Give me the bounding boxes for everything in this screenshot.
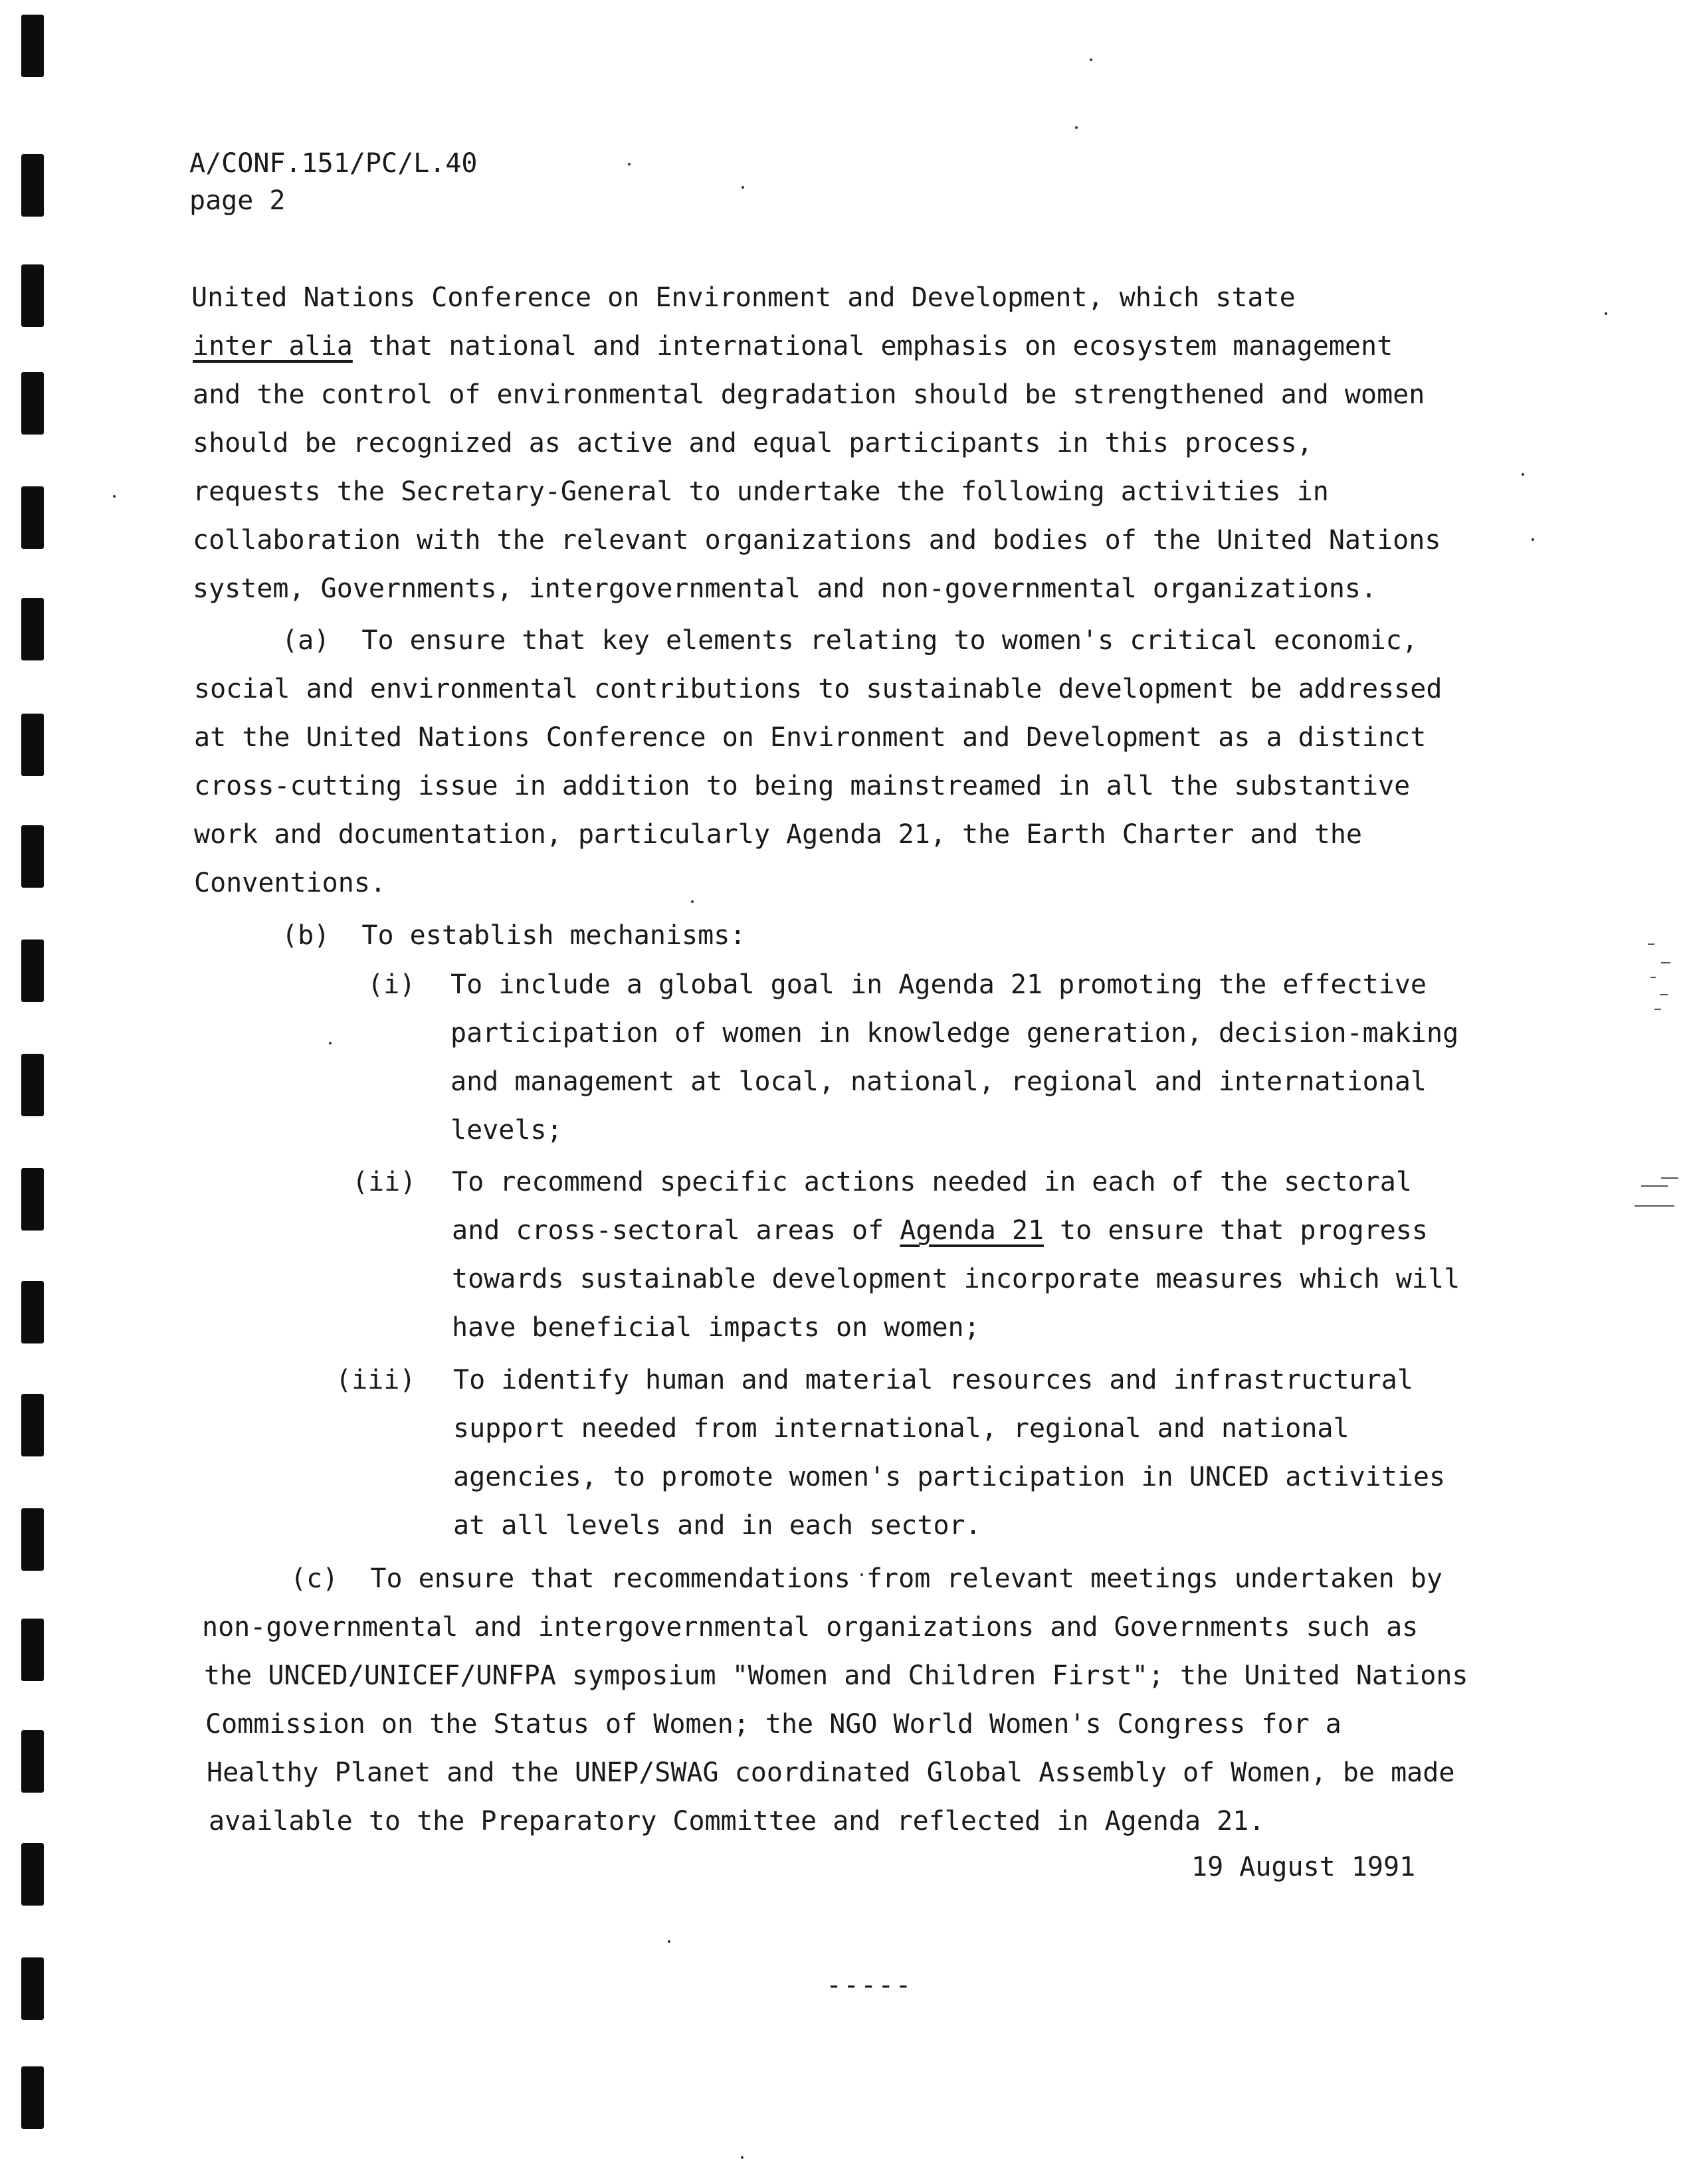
para-a-line: Conventions. — [194, 868, 386, 898]
item-i-line: participation of women in knowledge generation, decision-making — [450, 1018, 1459, 1048]
binding-mark — [21, 1281, 44, 1343]
binding-mark — [21, 1054, 44, 1116]
item-ii-line: have beneficial impacts on women; — [452, 1312, 980, 1343]
binding-mark — [21, 1394, 44, 1456]
para-c-line: Commission on the Status of Women; the NGO World Women's Congress for a — [205, 1709, 1341, 1739]
intro-line: inter alia that national and international emphasis on ecosystem management — [193, 331, 1393, 361]
binding-mark — [21, 372, 44, 435]
binding-mark — [21, 940, 44, 1002]
scan-speck — [628, 163, 631, 165]
scan-speck — [113, 495, 116, 498]
item-ii-line: towards sustainable development incorporate measures which will — [452, 1264, 1460, 1294]
end-rule: ----- — [826, 1970, 913, 2001]
binding-mark — [21, 825, 44, 888]
scan-speck — [741, 2156, 744, 2159]
binding-mark — [21, 1168, 44, 1231]
document-symbol: A/CONF.151/PC/L.40 — [189, 148, 478, 179]
intro-line: collaboration with the relevant organizations and bodies of the United Nations — [193, 525, 1441, 555]
intro-line: system, Governments, intergovernmental and non-governmental organizations. — [193, 573, 1377, 604]
page-number: page 2 — [189, 185, 286, 216]
item-i-line: levels; — [450, 1115, 563, 1145]
para-c-line: available to the Preparatory Committee and reflected in Agenda 21. — [209, 1806, 1265, 1837]
binding-mark — [21, 1730, 44, 1793]
binding-mark — [21, 264, 44, 327]
scan-speck — [691, 900, 694, 903]
para-b-line: (b) To establish mechanisms: — [282, 920, 746, 951]
item-iii-line: To identify human and material resources and infrastructural — [453, 1365, 1413, 1395]
para-a-line: work and documentation, particularly Agenda 21, the Earth Charter and the — [194, 819, 1362, 850]
intro-line: United Nations Conference on Environment and Development, which state — [191, 282, 1296, 313]
intro-line: requests the Secretary-General to undertake the following activities in — [193, 476, 1329, 507]
item-i-label: (i) — [367, 969, 416, 1000]
para-a-line: (a) To ensure that key elements relating to women's critical economic, — [282, 625, 1418, 656]
scan-speck — [1532, 538, 1534, 541]
para-a-line: at the United Nations Conference on Environment and Development as a distinct — [194, 722, 1427, 753]
item-ii-line: and cross-sectoral areas of Agenda 21 to ensure that progress — [452, 1215, 1429, 1246]
scan-speck — [1522, 473, 1524, 476]
para-a-line: cross-cutting issue in addition to being mainstreamed in all the substantive — [194, 771, 1411, 801]
binding-mark — [21, 15, 44, 77]
binding-mark — [21, 154, 44, 217]
para-c-line: the UNCED/UNICEF/UNFPA symposium "Women and Children First"; the United Nations — [204, 1660, 1468, 1691]
binding-mark — [21, 598, 44, 660]
para-c-line: non-governmental and intergovernmental organizations and Governments such as — [202, 1612, 1419, 1642]
binding-mark — [21, 1619, 44, 1681]
margin-scan-artifacts — [1621, 930, 1681, 1249]
binding-mark — [21, 1508, 44, 1571]
document-header — [189, 145, 477, 219]
item-iii-line: support needed from international, regional and national — [453, 1413, 1349, 1444]
document-date: 19 August 1991 — [1191, 1852, 1416, 1882]
scan-speck — [742, 186, 744, 189]
para-a-line: social and environmental contributions to sustainable development be addressed — [194, 674, 1442, 704]
item-i-line: To include a global goal in Agenda 21 promoting the effective — [450, 969, 1427, 1000]
item-i-line: and management at local, national, regional and international — [450, 1066, 1427, 1097]
binding-mark — [21, 486, 44, 549]
binding-mark — [21, 2066, 44, 2129]
para-c-line: Healthy Planet and the UNEP/SWAG coordinated Global Assembly of Women, be made — [207, 1757, 1455, 1788]
scan-speck — [668, 1940, 670, 1943]
latin-phrase: inter alia — [193, 331, 353, 361]
scan-speck — [329, 1042, 332, 1044]
item-iii-line: at all levels and in each sector. — [453, 1510, 981, 1541]
item-ii-label: (ii) — [352, 1167, 417, 1197]
scan-speck — [1605, 312, 1607, 315]
scan-speck — [1090, 58, 1092, 61]
item-ii-line: To recommend specific actions needed in each of the sectoral — [452, 1167, 1412, 1197]
binding-mark — [21, 1843, 44, 1906]
binding-mark — [21, 1957, 44, 2020]
item-iii-label: (iii) — [336, 1365, 416, 1395]
binding-mark — [21, 714, 44, 776]
intro-line: and the control of environmental degradation should be strengthened and women — [193, 379, 1425, 410]
intro-line: should be recognized as active and equal participants in this process, — [193, 428, 1313, 458]
item-iii-line: agencies, to promote women's participation in UNCED activities — [453, 1462, 1446, 1492]
agenda-21-underlined: Agenda 21 — [900, 1215, 1044, 1246]
scan-speck — [1075, 126, 1078, 129]
para-c-line: (c) To ensure that recommendations from relevant meetings undertaken by — [290, 1563, 1442, 1594]
